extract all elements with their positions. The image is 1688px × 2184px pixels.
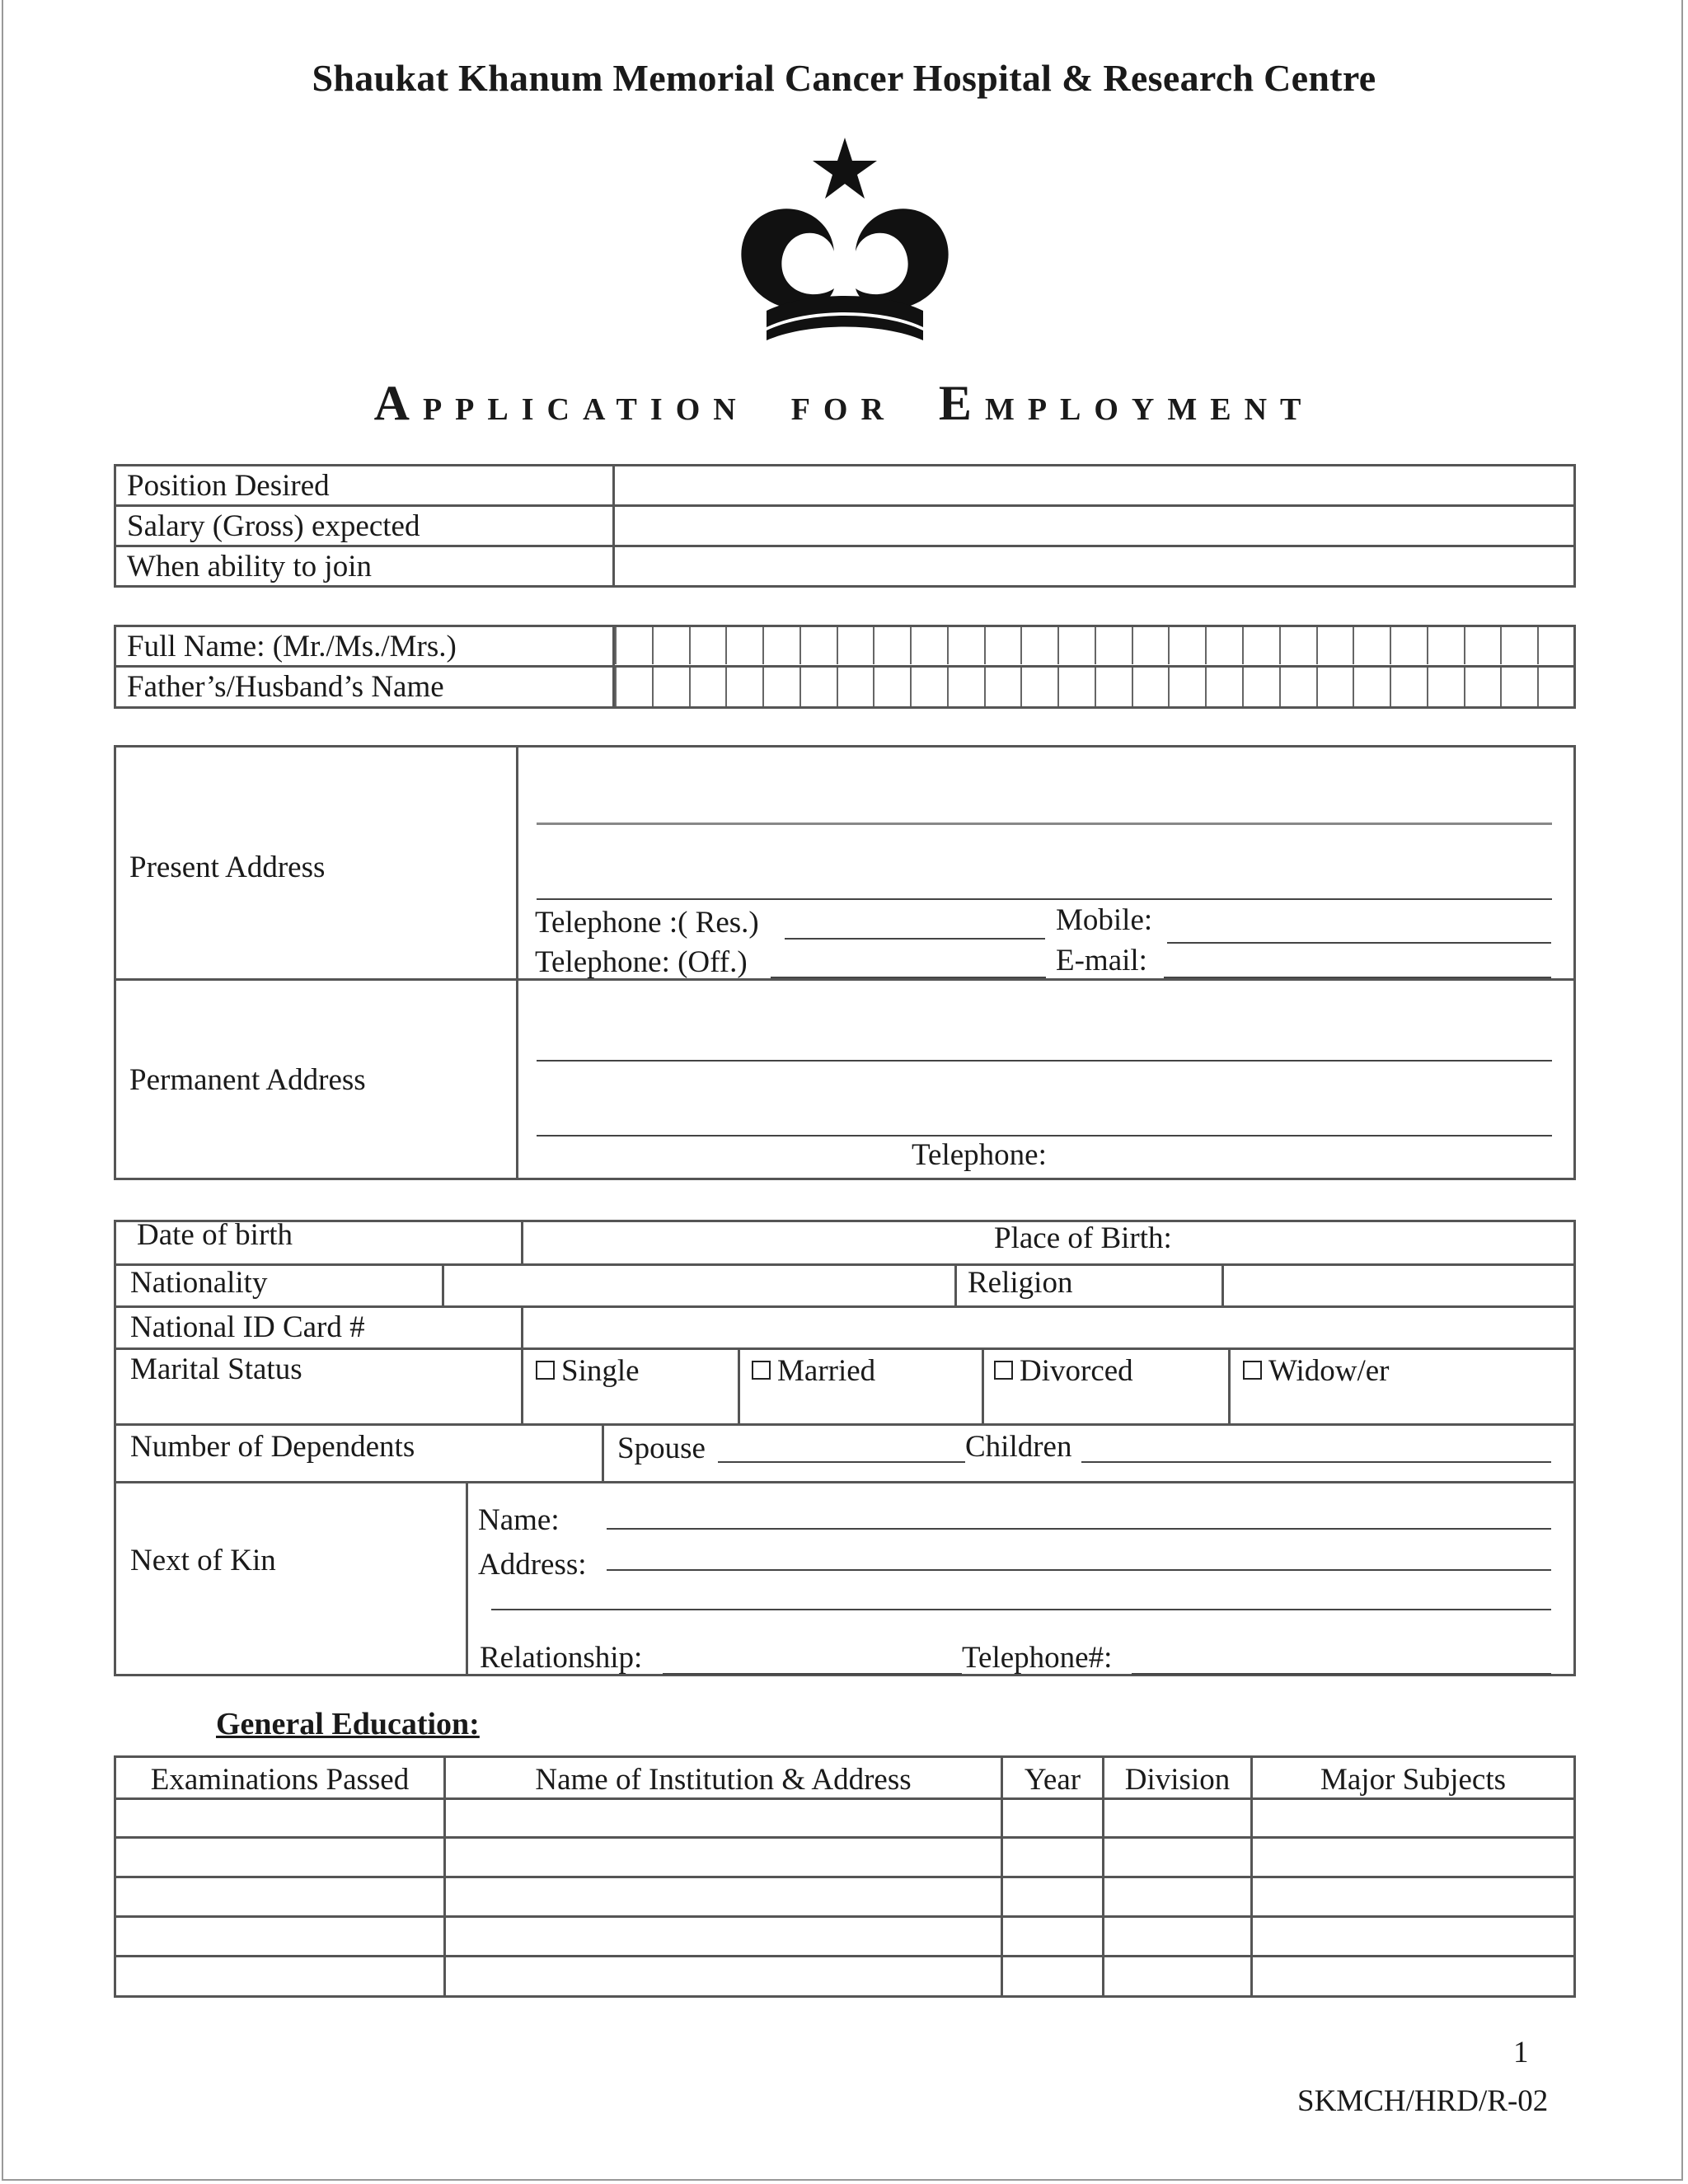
kin-telephone-field[interactable] <box>1132 1673 1551 1675</box>
title-word-for: FOR <box>790 392 897 427</box>
education-row[interactable] <box>116 1878 1573 1915</box>
col-divider <box>612 464 615 588</box>
row-divider <box>114 1423 1576 1426</box>
form-code: SKMCH/HRD/R-02 <box>1297 2084 1549 2118</box>
kin-relationship-label: Relationship: <box>480 1641 643 1675</box>
marital-option-widower[interactable]: Widow/er <box>1243 1356 1389 1386</box>
row-divider <box>114 1263 1576 1266</box>
telephone-off-field[interactable] <box>771 977 1046 978</box>
religion-label: Religion <box>968 1266 1073 1300</box>
permanent-address-label: Permanent Address <box>129 1063 366 1097</box>
position-desired-label: Position Desired <box>127 469 330 503</box>
col-examinations-passed: Examinations Passed <box>150 1763 410 1797</box>
kin-relationship-field[interactable] <box>663 1673 962 1675</box>
col-divider <box>1228 1347 1231 1423</box>
education-row[interactable] <box>116 1918 1573 1955</box>
father-husband-name-label: Father’s/Husband’s Name <box>127 670 444 704</box>
col-divider <box>521 1305 523 1423</box>
children-label: Children <box>965 1430 1072 1464</box>
page-number: 1 <box>1513 2036 1529 2069</box>
kin-address-line-2[interactable] <box>491 1609 1551 1610</box>
kin-address-label: Address: <box>478 1548 587 1582</box>
col-divider <box>1221 1263 1224 1305</box>
salary-expected-label: Salary (Gross) expected <box>127 509 420 543</box>
spouse-field[interactable] <box>718 1461 965 1463</box>
ability-to-join-label: When ability to join <box>127 550 372 583</box>
position-desired-field[interactable] <box>617 467 1573 503</box>
hospital-name: Shaukat Khanum Memorial Cancer Hospital & Research Centre <box>312 57 1376 99</box>
col-institution-address: Name of Institution & Address <box>535 1763 912 1797</box>
permanent-address-line-2[interactable] <box>537 1135 1552 1137</box>
kin-name-field[interactable] <box>607 1528 1551 1530</box>
col-divider <box>442 1263 444 1305</box>
col-divider <box>466 1481 468 1676</box>
col-division: Division <box>1124 1763 1231 1797</box>
ability-to-join-field[interactable] <box>617 548 1573 583</box>
education-row[interactable] <box>116 1957 1573 1995</box>
mobile-label: Mobile: <box>1056 903 1153 937</box>
row-divider <box>114 978 1576 981</box>
marital-option-divorced[interactable]: Divorced <box>994 1356 1133 1386</box>
full-name-letter-boxes[interactable] <box>615 627 1574 664</box>
widower-checkbox[interactable] <box>1243 1361 1262 1380</box>
father-husband-letter-boxes[interactable] <box>615 668 1574 706</box>
nationality-label: Nationality <box>130 1266 268 1300</box>
col-divider <box>954 1263 957 1305</box>
marital-option-married[interactable]: Married <box>752 1356 875 1386</box>
email-field[interactable] <box>1164 977 1551 978</box>
present-address-label: Present Address <box>129 851 326 884</box>
kin-name-label: Name: <box>478 1503 560 1537</box>
col-divider <box>602 1423 604 1481</box>
present-address-line-1[interactable] <box>537 823 1552 825</box>
title-initial-e: E <box>938 376 985 430</box>
col-divider <box>982 1347 984 1423</box>
col-major-subjects: Major Subjects <box>1320 1763 1507 1797</box>
permanent-address-line-1[interactable] <box>537 1060 1552 1062</box>
row-divider <box>114 545 1576 547</box>
row-divider <box>114 1347 1576 1350</box>
telephone-res-field[interactable] <box>785 938 1045 940</box>
address-table <box>114 745 1576 1180</box>
single-checkbox[interactable] <box>536 1361 555 1380</box>
row-divider <box>114 1481 1576 1483</box>
next-of-kin-label: Next of Kin <box>130 1544 276 1577</box>
row-divider <box>114 504 1576 507</box>
education-row[interactable] <box>116 1800 1573 1836</box>
married-checkbox[interactable] <box>752 1361 771 1380</box>
national-id-label: National ID Card # <box>130 1310 365 1344</box>
full-name-label: Full Name: (Mr./Ms./Mrs.) <box>127 630 457 663</box>
education-row[interactable] <box>116 1839 1573 1876</box>
telephone-res-label: Telephone :( Res.) <box>535 906 759 940</box>
permanent-telephone-label: Telephone: <box>912 1138 1047 1172</box>
marital-option-single[interactable]: Single <box>536 1356 640 1386</box>
col-divider <box>738 1347 740 1423</box>
marital-status-label: Marital Status <box>130 1352 302 1386</box>
col-divider <box>516 745 518 1180</box>
spouse-label: Spouse <box>617 1432 706 1465</box>
telephone-off-label: Telephone: (Off.) <box>535 945 748 979</box>
dependents-label: Number of Dependents <box>130 1430 415 1464</box>
general-education-title: General Education: <box>216 1707 480 1741</box>
row-divider <box>114 1305 1576 1308</box>
place-of-birth-label: Place of Birth: <box>994 1221 1172 1255</box>
form-title <box>0 375 1688 432</box>
title-initial-a: A <box>373 376 423 430</box>
title-word-employment: MPLOYMENT <box>984 392 1315 427</box>
col-year: Year <box>1024 1763 1081 1797</box>
kin-telephone-label: Telephone#: <box>962 1641 1113 1675</box>
date-of-birth-label: Date of birth <box>137 1218 293 1252</box>
children-field[interactable] <box>1081 1461 1551 1463</box>
title-word-application: PPLICATION <box>422 392 749 427</box>
salary-expected-field[interactable] <box>617 508 1573 543</box>
col-divider <box>521 1220 523 1263</box>
present-address-line-2[interactable] <box>537 898 1552 900</box>
skmch-logo-icon <box>725 136 964 342</box>
email-label: E-mail: <box>1056 944 1147 977</box>
mobile-field[interactable] <box>1167 942 1551 944</box>
kin-address-line-1[interactable] <box>607 1569 1551 1571</box>
divorced-checkbox[interactable] <box>994 1361 1013 1380</box>
